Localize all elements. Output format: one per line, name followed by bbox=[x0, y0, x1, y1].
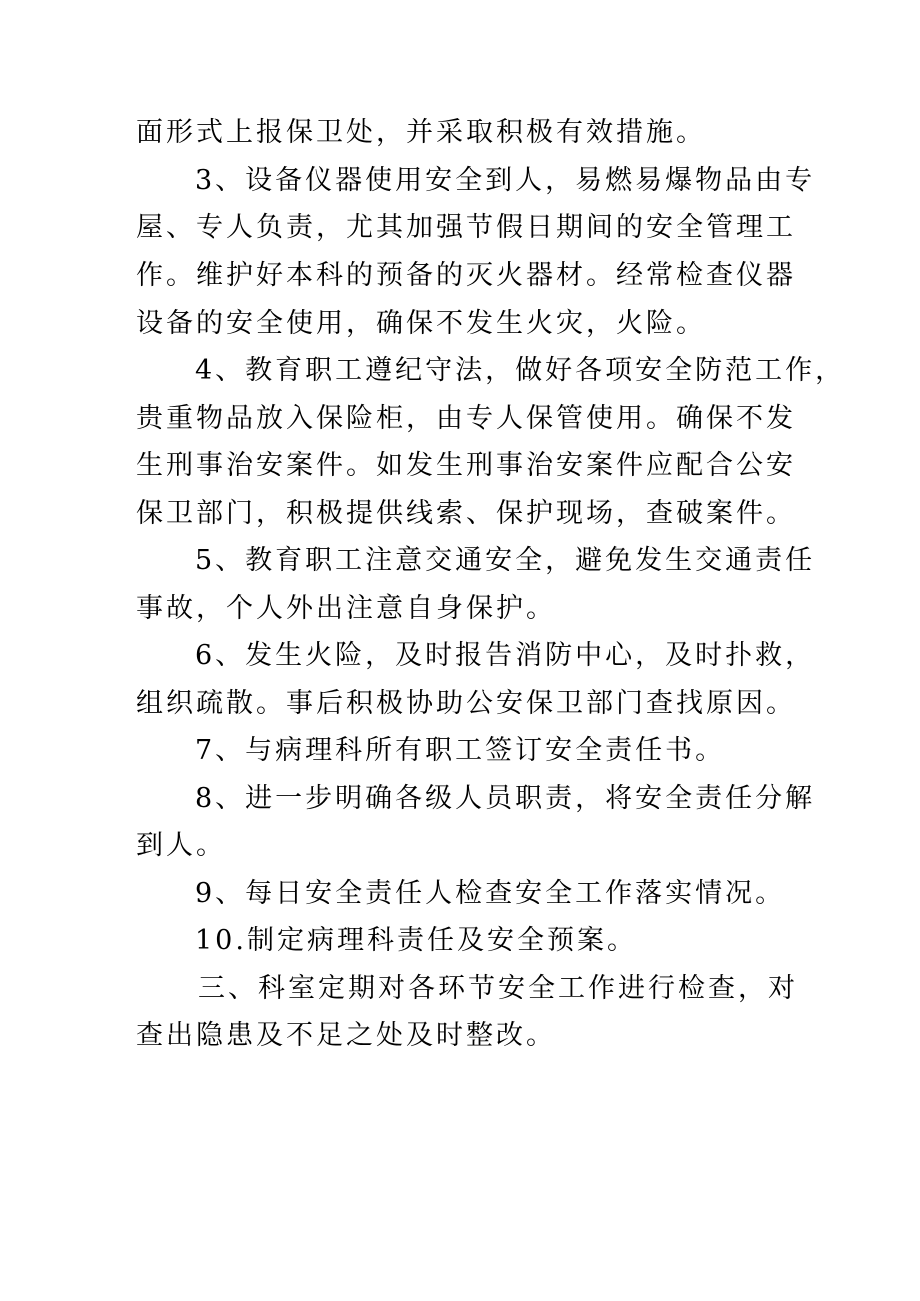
text-line: 8、进一步明确各级人员职责，将安全责任分解 bbox=[195, 783, 816, 814]
text-line: 保卫部门，积极提供线索、保护现场，查破案件。 bbox=[136, 498, 796, 529]
text-line: 面形式上报保卫处，并采取积极有效措施。 bbox=[136, 117, 706, 148]
text-line: 三、科室定期对各环节安全工作进行检查，对 bbox=[198, 973, 798, 1004]
text-line: 到人。 bbox=[136, 830, 226, 861]
text-line: 作。维护好本科的预备的灭火器材。经常检查仪器 bbox=[136, 260, 796, 291]
text-line: 4、教育职工遵纪守法，做好各项安全防范工作， bbox=[195, 355, 846, 386]
text-line: 组织疏散。事后积极协助公安保卫部门查找原因。 bbox=[136, 688, 796, 719]
text-line: 9、每日安全责任人检查安全工作落实情况。 bbox=[195, 878, 786, 909]
text-line: 生刑事治安案件。如发生刑事治安案件应配合公安 bbox=[136, 450, 796, 481]
text-line: 7、与病理科所有职工签订安全责任书。 bbox=[195, 735, 726, 766]
text-line: 10.制定病理科责任及安全预案。 bbox=[195, 925, 637, 956]
text-line: 设备的安全使用，确保不发生火灾，火险。 bbox=[136, 308, 706, 339]
text-line: 6、发生火险，及时报告消防中心，及时扑救， bbox=[195, 640, 816, 671]
text-line: 贵重物品放入保险柜，由专人保管使用。确保不发 bbox=[136, 403, 796, 434]
text-line: 事故，个人外出注意自身保护。 bbox=[136, 593, 556, 624]
text-line: 查出隐患及不足之处及时整改。 bbox=[136, 1020, 556, 1051]
text-line: 屋、专人负责，尤其加强节假日期间的安全管理工 bbox=[136, 212, 796, 243]
text-line: 5、教育职工注意交通安全，避免发生交通责任 bbox=[195, 545, 816, 576]
text-line: 3、设备仪器使用安全到人，易燃易爆物品由专 bbox=[195, 165, 816, 196]
